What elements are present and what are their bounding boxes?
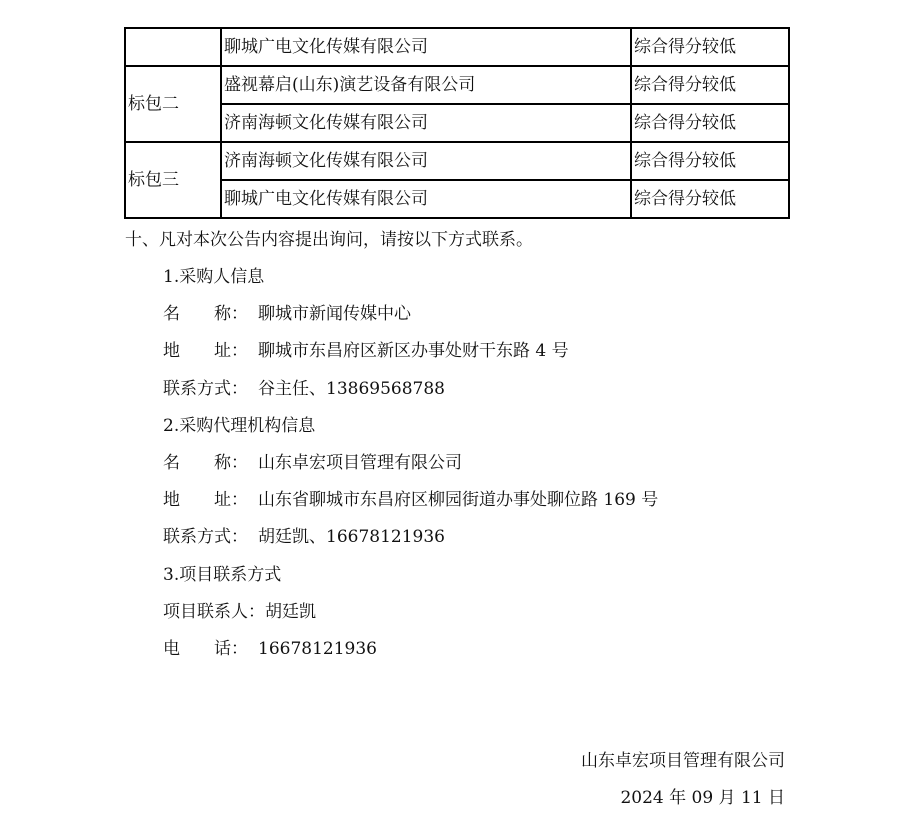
agency-title: 2.采购代理机构信息: [163, 416, 316, 436]
reason-cell: 综合得分较低: [631, 142, 789, 180]
field-value: 16678121936: [258, 639, 377, 659]
field-label: 名 称：: [163, 304, 248, 324]
agency-name-row: [163, 452, 462, 474]
group-cell: [125, 28, 221, 66]
reason-cell: 综合得分较低: [631, 28, 789, 66]
table-row: [125, 180, 789, 218]
field-label: 电 话：: [163, 639, 248, 659]
table-row: [125, 142, 789, 180]
purchaser-name-row: [163, 303, 411, 325]
project-person-row: [163, 601, 316, 623]
signature-company: 山东卓宏项目管理有限公司: [581, 751, 785, 771]
field-value: 聊城市东昌府区新区办事处财干东路 4 号: [258, 341, 569, 361]
company-cell: 济南海顿文化传媒有限公司: [221, 104, 631, 142]
reason-cell: 综合得分较低: [631, 104, 789, 142]
field-value: 山东省聊城市东昌府区柳园街道办事处聊位路 169 号: [258, 490, 659, 510]
table-row: [125, 28, 789, 66]
field-label: 联系方式：: [163, 379, 248, 399]
section-heading: 十、凡对本次公告内容提出询问，请按以下方式联系。: [125, 230, 533, 250]
reason-cell: 综合得分较低: [631, 180, 789, 218]
group-cell: 标包三: [125, 142, 221, 218]
purchaser-address-row: [163, 340, 569, 362]
field-value: 山东卓宏项目管理有限公司: [258, 453, 462, 473]
field-label: 名 称：: [163, 453, 248, 473]
field-label: 地 址：: [163, 490, 248, 510]
table-row: [125, 104, 789, 142]
agency-contact-row: [163, 526, 445, 548]
agency-address-row: [163, 489, 658, 511]
field-label: 联系方式：: [163, 527, 248, 547]
company-cell: 聊城广电文化传媒有限公司: [221, 28, 631, 66]
company-cell: 济南海顿文化传媒有限公司: [221, 142, 631, 180]
field-label: 地 址：: [163, 341, 248, 361]
purchaser-contact-row: [163, 378, 445, 400]
project-title: 3.项目联系方式: [163, 565, 282, 585]
company-cell: 聊城广电文化传媒有限公司: [221, 180, 631, 218]
field-value: 胡廷凯、16678121936: [258, 527, 445, 547]
company-cell: 盛视幕启(山东)演艺设备有限公司: [221, 66, 631, 104]
bid-results-table: [124, 27, 790, 219]
field-value: 聊城市新闻传媒中心: [258, 304, 411, 324]
field-value: 胡廷凯: [265, 602, 316, 622]
field-label: 项目联系人：: [163, 602, 265, 622]
field-value: 谷主任、13869568788: [258, 379, 445, 399]
purchaser-title: 1.采购人信息: [163, 267, 265, 287]
signature-date: 2024 年 09 月 11 日: [620, 788, 785, 808]
project-phone-row: [163, 638, 377, 660]
group-cell: 标包二: [125, 66, 221, 142]
reason-cell: 综合得分较低: [631, 66, 789, 104]
table-row: [125, 66, 789, 104]
